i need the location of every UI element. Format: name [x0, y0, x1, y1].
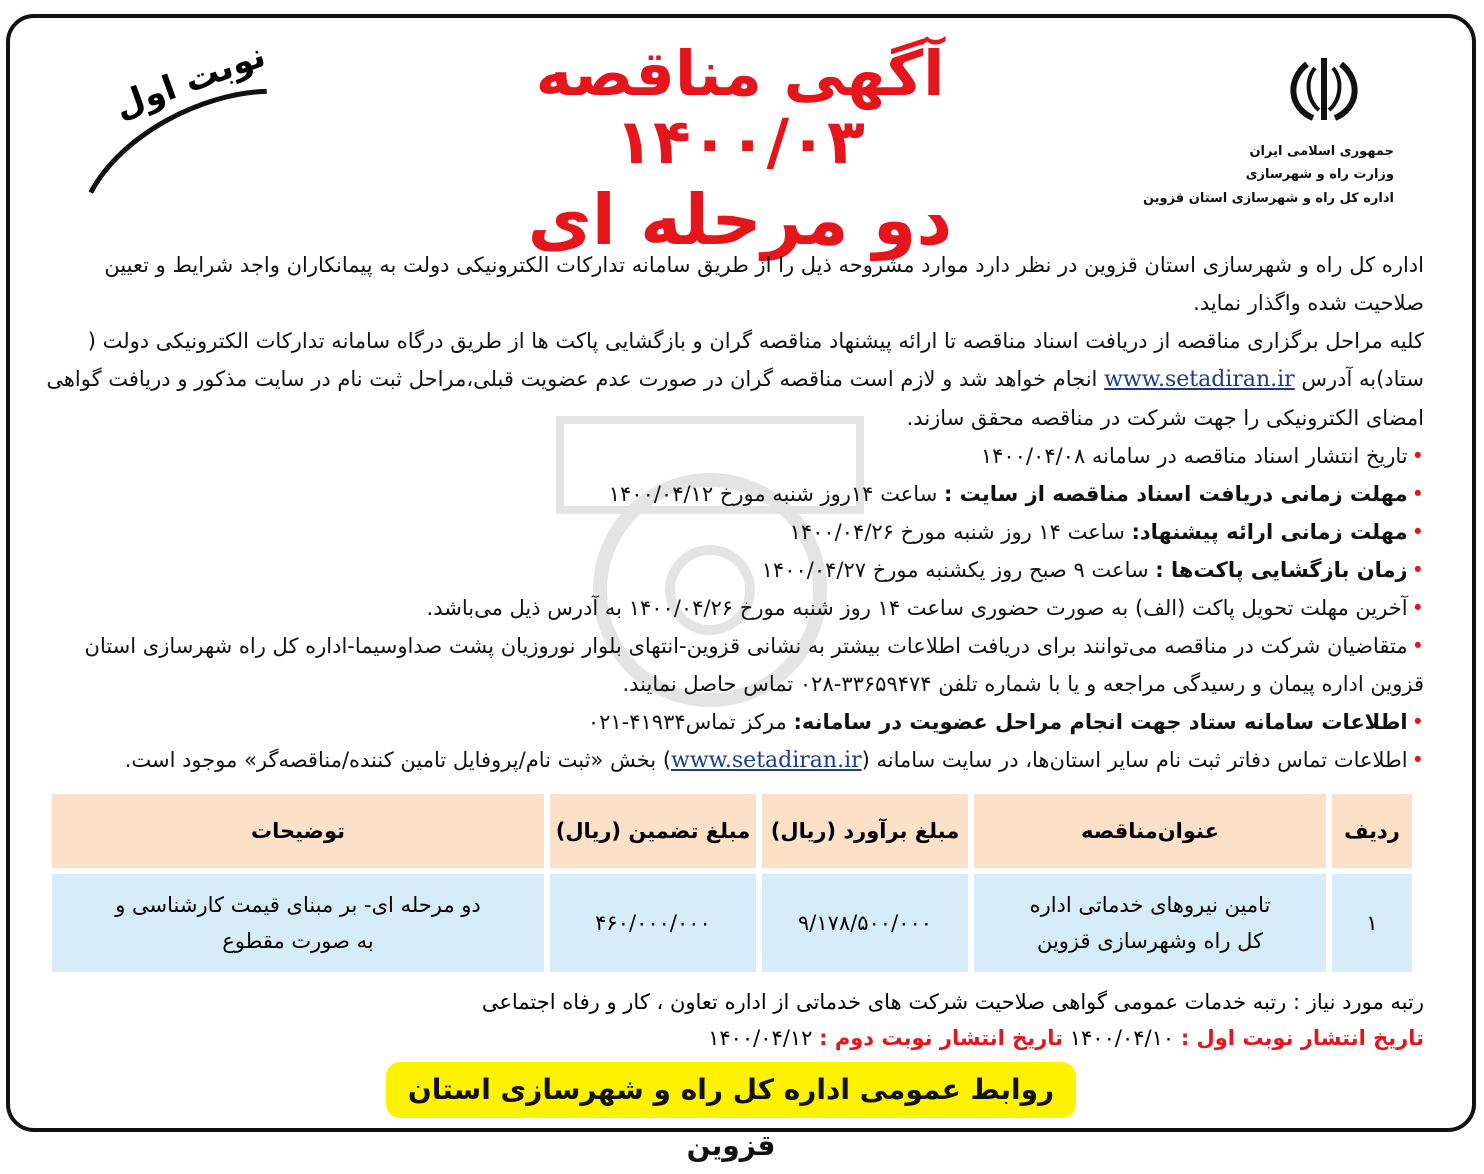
header-description: توضیحات — [52, 794, 544, 868]
setad-info-value: مرکز تماس۴۱۹۳۴-۰۲۱ — [587, 710, 794, 734]
publication-dates — [40, 1020, 1424, 1056]
second-pub-value: ۱۴۰۰/۰۴/۱۲ — [708, 1026, 820, 1050]
table-row — [52, 874, 1412, 972]
bid-deadline-value: ساعت ۱۴ روز شنبه مورخ ۱۴۰۰/۰۴/۲۶ — [789, 520, 1132, 544]
opening-time-item — [40, 551, 1424, 589]
envelope-deadline-item — [40, 589, 1424, 627]
cell-guarantee: ۴۶۰/۰۰۰/۰۰۰ — [550, 874, 756, 972]
notice-footer — [40, 984, 1424, 1056]
tender-table — [46, 788, 1418, 978]
setad-website-link[interactable]: www.setadiran.ir — [1104, 367, 1295, 392]
envelope-deadline-text: آخرین مهلت تحویل پاکت (الف) به صورت حضوری ساعت ۱۴ روز شنبه مورخ ۱۴۰۰/۰۴/۲۶ به آدرس ذیل می‌باشد. — [426, 596, 1408, 620]
title-line-2: دو مرحله ای — [527, 179, 953, 262]
cell-index: ۱ — [1332, 874, 1412, 972]
required-rank: رتبه مورد نیاز : رتبه خدمات عمومی گواهی صلاحیت شرکت های خدماتی از اداره تعاون ، کار و رفاه اجتماعی — [481, 990, 1424, 1014]
notice-title — [420, 37, 1060, 262]
provinces-text-1: اطلاعات تماس دفاتر ثبت نام سایر استان‌ها، در سایت سامانه ( — [861, 748, 1408, 772]
header-estimate: مبلغ برآورد (ریال) — [762, 794, 968, 868]
notice-body — [40, 246, 1424, 780]
ministry-logo — [1142, 50, 1394, 210]
stages-text-2: انجام خواهد شد و لازم است مناقصه گران در صورت عدم عضویت قبلی،مراحل ثبت نام در سایت مذکور و دریافت گواهی امضای الکترونیکی را جهت شرکت در مناقصه محقق سازند. — [46, 367, 1424, 430]
logo-line-3: اداره کل راه و شهرسازی استان قزوین — [1142, 190, 1394, 206]
table-header-row — [52, 794, 1412, 868]
docs-deadline-label: مهلت زمانی دریافت اسناد مناقصه از سایت : — [943, 482, 1408, 506]
title-line-1: آگهی مناقصه ۱۴۰۰/۰۳ — [535, 37, 945, 179]
provinces-text-2: ) بخش «ثبت نام/پروفایل تامین کننده/مناقصه‌گر» موجود است. — [124, 748, 672, 772]
logo-line-2: وزارت راه و شهرسازی — [1245, 167, 1394, 183]
second-pub-label: تاریخ انتشار نوبت دوم : — [819, 1026, 1064, 1050]
docs-deadline-value: ساعت ۱۴روز شنبه مورخ ۱۴۰۰/۰۴/۱۲ — [608, 482, 944, 506]
first-pub-value: ۱۴۰۰/۰۴/۱۰ — [1063, 1026, 1181, 1050]
intro-paragraph: اداره کل راه و شهرسازی استان قزوین در نظر دارد موارد مشروحه ذیل را از طریق سامانه تدارکات الکترونیکی دولت به پیمانکاران واجد شرایط و تعیین صلاحیت شده واگذار نماید. — [104, 253, 1424, 315]
provinces-info-item — [40, 741, 1424, 780]
logo-line-1: جمهوری اسلامی ایران — [1249, 144, 1394, 159]
stamp-text: نوبت اول — [109, 35, 271, 127]
header-guarantee: مبلغ تضمین (ریال) — [550, 794, 756, 868]
opening-time-label: زمان بازگشایی پاکت‌ها : — [1155, 558, 1408, 582]
public-relations-banner: روابط عمومی اداره کل راه و شهرسازی استان قزوین — [386, 1062, 1076, 1118]
cell-title: تامین نیروهای خدماتی اداره کل راه وشهرسازی قزوین — [974, 874, 1326, 972]
cell-description: دو مرحله ای- بر مبنای قیمت کارشناسی و به صورت مقطوع — [52, 874, 544, 972]
contact-info-item — [40, 627, 1424, 703]
bid-deadline-label: مهلت زمانی ارائه پیشنهاد: — [1131, 520, 1408, 544]
docs-deadline-item — [40, 475, 1424, 513]
setad-info-label: اطلاعات سامانه ستاد جهت انجام مراحل عضویت در سامانه: — [793, 710, 1408, 734]
opening-time-value: ساعت ۹ صبح روز یکشنبه مورخ ۱۴۰۰/۰۴/۲۷ — [761, 558, 1156, 582]
cell-estimate: ۹/۱۷۸/۵۰۰/۰۰۰ — [762, 874, 968, 972]
contact-info-text: متقاضیان شرکت در مناقصه می‌توانند برای دریافت اطلاعات بیشتر به نشانی قزوین-انتهای بلوار نوروزیان پشت صداوسیما-اداره کل راه شهرسازی استان قزوین اداره پیمان و رسیدگی مراجعه و یا با شماره تلفن ۳۳۶۵۹۴۷۴-۰۲۸ تماس حاصل نمایند. — [84, 634, 1424, 696]
setad-website-link-2[interactable]: www.setadiran.ir — [671, 748, 862, 773]
header-title: عنوان‌مناقصه — [974, 794, 1326, 868]
bid-deadline-item — [40, 513, 1424, 551]
publish-date-text: تاریخ انتشار اسناد مناقصه در سامانه ۱۴۰۰/۰۴/۰۸ — [980, 444, 1408, 468]
stages-text-1: کلیه مراحل برگزاری مناقصه از دریافت اسناد مناقصه تا ارائه پیشنهاد مناقصه گران و بازگشایی پاکت ها از طریق درگاه سامانه تدارکات الکترونیکی دولت ( ستاد)به آدرس — [87, 329, 1424, 391]
header-index: ردیف — [1332, 794, 1412, 868]
first-pub-label: تاریخ انتشار نوبت اول : — [1180, 1026, 1424, 1050]
setad-info-item — [40, 703, 1424, 741]
publish-date-item — [40, 437, 1424, 475]
iran-emblem-icon — [1279, 50, 1369, 130]
stages-paragraph — [40, 322, 1424, 437]
